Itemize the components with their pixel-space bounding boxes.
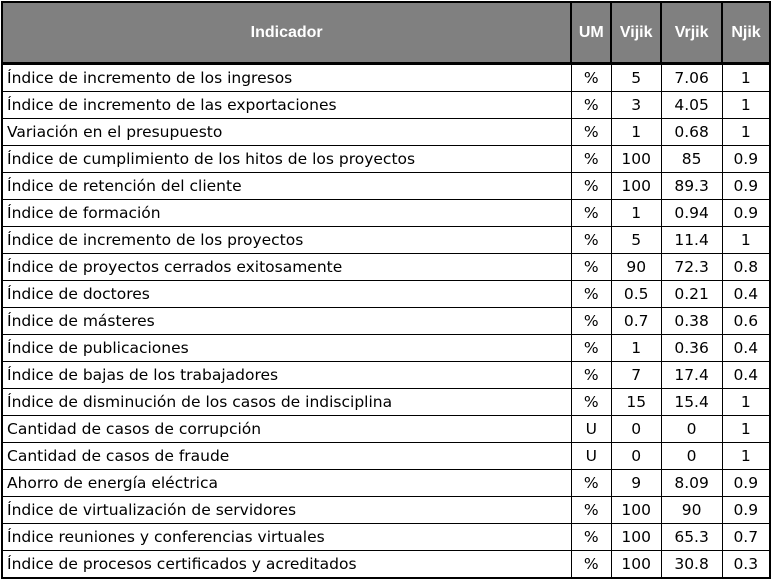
cell-um: % xyxy=(571,551,611,579)
cell-um: % xyxy=(571,200,611,227)
cell-um: U xyxy=(571,416,611,443)
cell-vijik: 1 xyxy=(611,119,661,146)
cell-indicador: Cantidad de casos de corrupción xyxy=(2,416,571,443)
cell-indicador: Índice de retención del cliente xyxy=(2,173,571,200)
cell-njik: 0.7 xyxy=(722,524,770,551)
table-row xyxy=(2,227,770,254)
cell-vijik: 100 xyxy=(611,497,661,524)
table-row xyxy=(2,470,770,497)
cell-indicador: Índice de incremento de los ingresos xyxy=(2,64,571,92)
cell-vijik: 90 xyxy=(611,254,661,281)
cell-njik: 0.8 xyxy=(722,254,770,281)
cell-um: % xyxy=(571,173,611,200)
cell-um: % xyxy=(571,64,611,92)
cell-vijik: 1 xyxy=(611,335,661,362)
cell-um: % xyxy=(571,281,611,308)
cell-vijik: 100 xyxy=(611,524,661,551)
cell-vijik: 100 xyxy=(611,173,661,200)
cell-njik: 0.9 xyxy=(722,200,770,227)
table-row xyxy=(2,200,770,227)
cell-um: % xyxy=(571,254,611,281)
cell-njik: 1 xyxy=(722,416,770,443)
cell-um: % xyxy=(571,524,611,551)
cell-njik: 1 xyxy=(722,92,770,119)
table-row xyxy=(2,254,770,281)
table-row xyxy=(2,119,770,146)
table-row xyxy=(2,335,770,362)
cell-vrjik: 0.21 xyxy=(661,281,722,308)
cell-njik: 0.9 xyxy=(722,146,770,173)
cell-njik: 0.9 xyxy=(722,470,770,497)
table-row xyxy=(2,524,770,551)
cell-vrjik: 0.38 xyxy=(661,308,722,335)
cell-vrjik: 7.06 xyxy=(661,64,722,92)
cell-um: % xyxy=(571,389,611,416)
table-row xyxy=(2,551,770,579)
cell-njik: 0.3 xyxy=(722,551,770,579)
cell-indicador: Índice reuniones y conferencias virtuales xyxy=(2,524,571,551)
cell-vijik: 0 xyxy=(611,416,661,443)
cell-vrjik: 30.8 xyxy=(661,551,722,579)
cell-njik: 0.6 xyxy=(722,308,770,335)
cell-vrjik: 72.3 xyxy=(661,254,722,281)
cell-vrjik: 4.05 xyxy=(661,92,722,119)
header-vrjik: Vrjik xyxy=(661,2,722,64)
cell-vrjik: 65.3 xyxy=(661,524,722,551)
header-vijik: Vijik xyxy=(611,2,661,64)
cell-um: % xyxy=(571,92,611,119)
table-row xyxy=(2,146,770,173)
table-row xyxy=(2,64,770,92)
cell-njik: 0.4 xyxy=(722,362,770,389)
cell-vrjik: 89.3 xyxy=(661,173,722,200)
cell-um: % xyxy=(571,227,611,254)
cell-vrjik: 0 xyxy=(661,443,722,470)
cell-vijik: 100 xyxy=(611,146,661,173)
cell-indicador: Índice de publicaciones xyxy=(2,335,571,362)
cell-njik: 1 xyxy=(722,443,770,470)
cell-njik: 1 xyxy=(722,64,770,92)
cell-vijik: 1 xyxy=(611,200,661,227)
indicators-table xyxy=(1,1,771,579)
table-row xyxy=(2,497,770,524)
cell-vrjik: 0 xyxy=(661,416,722,443)
cell-vijik: 0.7 xyxy=(611,308,661,335)
table-row xyxy=(2,416,770,443)
cell-um: % xyxy=(571,308,611,335)
header-um: UM xyxy=(571,2,611,64)
cell-vijik: 15 xyxy=(611,389,661,416)
cell-indicador: Variación en el presupuesto xyxy=(2,119,571,146)
cell-vrjik: 11.4 xyxy=(661,227,722,254)
cell-vrjik: 0.68 xyxy=(661,119,722,146)
cell-njik: 1 xyxy=(722,389,770,416)
table-row xyxy=(2,173,770,200)
cell-vrjik: 0.36 xyxy=(661,335,722,362)
cell-vrjik: 85 xyxy=(661,146,722,173)
cell-indicador: Índice de formación xyxy=(2,200,571,227)
cell-vijik: 5 xyxy=(611,64,661,92)
cell-njik: 0.4 xyxy=(722,281,770,308)
cell-indicador: Índice de incremento de los proyectos xyxy=(2,227,571,254)
cell-vrjik: 90 xyxy=(661,497,722,524)
cell-vijik: 3 xyxy=(611,92,661,119)
cell-um: % xyxy=(571,335,611,362)
cell-indicador: Índice de proyectos cerrados exitosamente xyxy=(2,254,571,281)
cell-vrjik: 8.09 xyxy=(661,470,722,497)
cell-njik: 0.9 xyxy=(722,497,770,524)
table-row xyxy=(2,92,770,119)
cell-vijik: 5 xyxy=(611,227,661,254)
cell-indicador: Índice de virtualización de servidores xyxy=(2,497,571,524)
header-indicador: Indicador xyxy=(2,2,571,64)
table-row xyxy=(2,362,770,389)
cell-vijik: 100 xyxy=(611,551,661,579)
cell-indicador: Índice de bajas de los trabajadores xyxy=(2,362,571,389)
cell-um: % xyxy=(571,146,611,173)
cell-njik: 0.9 xyxy=(722,173,770,200)
cell-njik: 1 xyxy=(722,227,770,254)
table-row xyxy=(2,308,770,335)
cell-njik: 0.4 xyxy=(722,335,770,362)
cell-indicador: Índice de incremento de las exportaciones xyxy=(2,92,571,119)
cell-indicador: Cantidad de casos de fraude xyxy=(2,443,571,470)
table-row xyxy=(2,281,770,308)
cell-indicador: Índice de cumplimiento de los hitos de los proyectos xyxy=(2,146,571,173)
cell-vrjik: 0.94 xyxy=(661,200,722,227)
cell-indicador: Índice de disminución de los casos de indisciplina xyxy=(2,389,571,416)
cell-vijik: 0 xyxy=(611,443,661,470)
header-njik: Njik xyxy=(722,2,770,64)
cell-um: % xyxy=(571,470,611,497)
table-row xyxy=(2,389,770,416)
cell-um: % xyxy=(571,497,611,524)
cell-njik: 1 xyxy=(722,119,770,146)
header-row xyxy=(2,2,770,64)
cell-um: % xyxy=(571,119,611,146)
cell-vijik: 9 xyxy=(611,470,661,497)
cell-indicador: Índice de másteres xyxy=(2,308,571,335)
cell-vrjik: 15.4 xyxy=(661,389,722,416)
cell-vrjik: 17.4 xyxy=(661,362,722,389)
cell-indicador: Índice de doctores xyxy=(2,281,571,308)
cell-indicador: Índice de procesos certificados y acreditados xyxy=(2,551,571,579)
cell-vijik: 0.5 xyxy=(611,281,661,308)
cell-um: U xyxy=(571,443,611,470)
cell-indicador: Ahorro de energía eléctrica xyxy=(2,470,571,497)
cell-um: % xyxy=(571,362,611,389)
cell-vijik: 7 xyxy=(611,362,661,389)
table-body xyxy=(2,64,770,579)
table-row xyxy=(2,443,770,470)
